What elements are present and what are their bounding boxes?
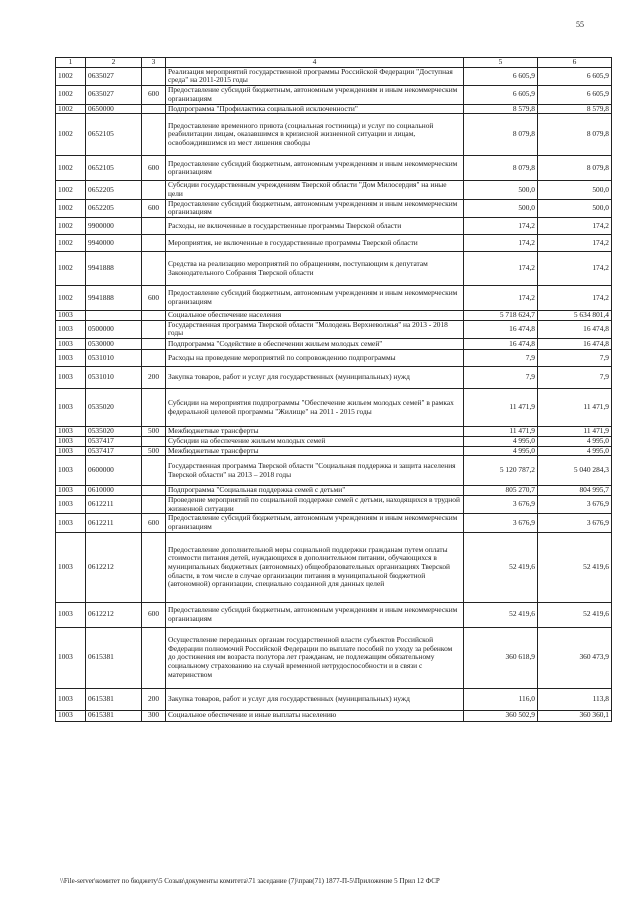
cell-c6: 174,2 bbox=[538, 218, 612, 235]
table-row bbox=[56, 602, 612, 627]
cell-c4: Подпрограмма "Содействие в обеспечении жильем молодых семей" bbox=[166, 339, 464, 350]
table-row bbox=[56, 495, 612, 513]
cell-c5: 4 995,0 bbox=[464, 436, 538, 446]
cell-c4: Предоставление временного приюта (социальная гостиница) и услуг по социальной реабилитации лицам, оказавшимся в кризисной жизненной ситуации и лицам, освобождившимся из мест лишения свободы bbox=[166, 114, 464, 156]
cell-c3: 500 bbox=[142, 427, 166, 437]
cell-c6: 174,2 bbox=[538, 252, 612, 286]
cell-c1: 1002 bbox=[56, 286, 86, 311]
cell-c5: 8 079,8 bbox=[464, 114, 538, 156]
table-row bbox=[56, 427, 612, 437]
cell-c2: 9941888 bbox=[86, 252, 142, 286]
table-row bbox=[56, 688, 612, 710]
cell-c2: 9941888 bbox=[86, 286, 142, 311]
cell-c3 bbox=[142, 181, 166, 199]
cell-c2: 0615381 bbox=[86, 627, 142, 688]
cell-c1: 1002 bbox=[56, 104, 86, 114]
cell-c2: 0612211 bbox=[86, 495, 142, 513]
table-row bbox=[56, 114, 612, 156]
cell-c6: 16 474,8 bbox=[538, 339, 612, 350]
cell-c5: 116,0 bbox=[464, 688, 538, 710]
cell-c4: Субсидии на обеспечение жильем молодых семей bbox=[166, 436, 464, 446]
cell-c1: 1002 bbox=[56, 252, 86, 286]
table-row bbox=[56, 446, 612, 456]
cell-c3 bbox=[142, 114, 166, 156]
cell-c6: 500,0 bbox=[538, 181, 612, 199]
cell-c4: Социальное обеспечение населения bbox=[166, 311, 464, 321]
cell-c5: 7,9 bbox=[464, 350, 538, 367]
cell-c4: Государственная программа Тверской области "Социальная поддержка и защита населения Тверской области" на 2013 – 2018 годы bbox=[166, 456, 464, 486]
cell-c5: 16 474,8 bbox=[464, 320, 538, 338]
cell-c2: 0652105 bbox=[86, 156, 142, 181]
cell-c2: 0652105 bbox=[86, 114, 142, 156]
table-row bbox=[56, 311, 612, 321]
table-row bbox=[56, 218, 612, 235]
table-row bbox=[56, 252, 612, 286]
cell-c2: 0635027 bbox=[86, 67, 142, 85]
table-row bbox=[56, 67, 612, 85]
cell-c6: 360 360,1 bbox=[538, 710, 612, 721]
cell-c3 bbox=[142, 320, 166, 338]
cell-c3: 600 bbox=[142, 199, 166, 217]
cell-c5: 174,2 bbox=[464, 252, 538, 286]
table-row bbox=[56, 350, 612, 367]
cell-c3 bbox=[142, 339, 166, 350]
cell-c4: Межбюджетные трансферты bbox=[166, 427, 464, 437]
cell-c6: 7,9 bbox=[538, 350, 612, 367]
cell-c3: 200 bbox=[142, 688, 166, 710]
cell-c5: 6 605,9 bbox=[464, 67, 538, 85]
table-row bbox=[56, 156, 612, 181]
cell-c5: 500,0 bbox=[464, 199, 538, 217]
cell-c1: 1003 bbox=[56, 427, 86, 437]
table-row bbox=[56, 367, 612, 389]
cell-c5: 8 079,8 bbox=[464, 156, 538, 181]
cell-c6: 6 605,9 bbox=[538, 86, 612, 104]
cell-c3: 300 bbox=[142, 710, 166, 721]
cell-c2: 0615381 bbox=[86, 688, 142, 710]
cell-c1: 1003 bbox=[56, 436, 86, 446]
table-row bbox=[56, 436, 612, 446]
cell-c4: Субсидии государственным учреждениям Тверской области "Дом Милосердия" на иные цели bbox=[166, 181, 464, 199]
file-path-footer: \\File-server\комитет по бюджету\5 Созыв\документы комитета\71 заседание (7)\прав(71) 1877-П-5\Приложение 5 Прил 12 ФСР bbox=[60, 877, 440, 885]
cell-c3: 600 bbox=[142, 602, 166, 627]
cell-c6: 174,2 bbox=[538, 286, 612, 311]
cell-c4: Осуществление переданных органам государственной власти субъектов Российской Федерации полномочий Российской Федерации по выплате пособий по уходу за ребенком до достижения им возраста полутора лет гражданам, не подлежащим обязательному социальному страхованию на случай временной нетрудоспособности и в связи с материнством bbox=[166, 627, 464, 688]
header-cell: 4 bbox=[166, 58, 464, 68]
cell-c5: 16 474,8 bbox=[464, 339, 538, 350]
cell-c1: 1002 bbox=[56, 181, 86, 199]
cell-c2: 0535020 bbox=[86, 389, 142, 427]
cell-c3: 600 bbox=[142, 286, 166, 311]
cell-c6: 7,9 bbox=[538, 367, 612, 389]
cell-c6: 11 471,9 bbox=[538, 427, 612, 437]
table-row bbox=[56, 514, 612, 532]
cell-c2: 0537417 bbox=[86, 446, 142, 456]
cell-c5: 805 270,7 bbox=[464, 486, 538, 496]
cell-c1: 1003 bbox=[56, 495, 86, 513]
cell-c4: Предоставление субсидий бюджетным, автономным учреждениям и иным некоммерческим организациям bbox=[166, 286, 464, 311]
cell-c1: 1002 bbox=[56, 199, 86, 217]
cell-c1: 1003 bbox=[56, 688, 86, 710]
cell-c3 bbox=[142, 104, 166, 114]
table-row bbox=[56, 339, 612, 350]
cell-c2 bbox=[86, 311, 142, 321]
cell-c4: Социальное обеспечение и иные выплаты населению bbox=[166, 710, 464, 721]
cell-c5: 7,9 bbox=[464, 367, 538, 389]
cell-c2: 0500000 bbox=[86, 320, 142, 338]
cell-c2: 9940000 bbox=[86, 235, 142, 252]
cell-c6: 360 473,9 bbox=[538, 627, 612, 688]
cell-c2: 0612212 bbox=[86, 602, 142, 627]
cell-c3 bbox=[142, 627, 166, 688]
table-row bbox=[56, 235, 612, 252]
header-cell: 5 bbox=[464, 58, 538, 68]
cell-c2: 0610000 bbox=[86, 486, 142, 496]
cell-c4: Субсидии на мероприятия подпрограммы "Обеспечение жильем молодых семей" в рамках федеральной целевой программы "Жилище" на 2011 - 2015 годы bbox=[166, 389, 464, 427]
cell-c6: 3 676,9 bbox=[538, 495, 612, 513]
cell-c1: 1003 bbox=[56, 446, 86, 456]
table-row bbox=[56, 86, 612, 104]
cell-c1: 1003 bbox=[56, 350, 86, 367]
cell-c1: 1003 bbox=[56, 367, 86, 389]
cell-c1: 1002 bbox=[56, 235, 86, 252]
table-row bbox=[56, 199, 612, 217]
cell-c4: Предоставление субсидий бюджетным, автономным учреждениям и иным некоммерческим организациям bbox=[166, 86, 464, 104]
cell-c2: 0535020 bbox=[86, 427, 142, 437]
cell-c3 bbox=[142, 456, 166, 486]
cell-c6: 11 471,9 bbox=[538, 389, 612, 427]
cell-c3: 600 bbox=[142, 514, 166, 532]
cell-c1: 1003 bbox=[56, 486, 86, 496]
table-row bbox=[56, 627, 612, 688]
table-row bbox=[56, 104, 612, 114]
cell-c6: 5 634 801,4 bbox=[538, 311, 612, 321]
cell-c5: 11 471,9 bbox=[464, 427, 538, 437]
cell-c6: 113,8 bbox=[538, 688, 612, 710]
cell-c4: Проведение мероприятий по социальной поддержке семей с детьми, находящихся в трудной жизненной ситуации bbox=[166, 495, 464, 513]
cell-c4: Расходы на проведение мероприятий по сопровождению подпрограммы bbox=[166, 350, 464, 367]
table-row bbox=[56, 181, 612, 199]
cell-c1: 1003 bbox=[56, 389, 86, 427]
cell-c6: 5 040 284,3 bbox=[538, 456, 612, 486]
cell-c6: 174,2 bbox=[538, 235, 612, 252]
cell-c6: 4 995,0 bbox=[538, 436, 612, 446]
cell-c4: Межбюджетные трансферты bbox=[166, 446, 464, 456]
cell-c6: 52 419,6 bbox=[538, 532, 612, 602]
cell-c1: 1002 bbox=[56, 114, 86, 156]
cell-c6: 4 995,0 bbox=[538, 446, 612, 456]
cell-c2: 0531010 bbox=[86, 350, 142, 367]
cell-c2: 0600000 bbox=[86, 456, 142, 486]
cell-c6: 8 579,8 bbox=[538, 104, 612, 114]
cell-c5: 174,2 bbox=[464, 235, 538, 252]
cell-c4: Предоставление субсидий бюджетным, автономным учреждениям и иным некоммерческим организациям bbox=[166, 514, 464, 532]
cell-c3: 600 bbox=[142, 86, 166, 104]
cell-c6: 804 995,7 bbox=[538, 486, 612, 496]
cell-c1: 1003 bbox=[56, 532, 86, 602]
cell-c4: Подпрограмма "Профилактика социальной исключенности" bbox=[166, 104, 464, 114]
cell-c2: 0612211 bbox=[86, 514, 142, 532]
cell-c4: Предоставление субсидий бюджетным, автономным учреждениям и иным некоммерческим организациям bbox=[166, 602, 464, 627]
header-cell: 1 bbox=[56, 58, 86, 68]
cell-c5: 5 120 787,2 bbox=[464, 456, 538, 486]
cell-c3: 500 bbox=[142, 446, 166, 456]
cell-c3 bbox=[142, 495, 166, 513]
cell-c3 bbox=[142, 218, 166, 235]
header-cell: 3 bbox=[142, 58, 166, 68]
cell-c5: 360 502,9 bbox=[464, 710, 538, 721]
cell-c1: 1002 bbox=[56, 86, 86, 104]
cell-c2: 0531010 bbox=[86, 367, 142, 389]
cell-c4: Мероприятия, не включенные в государственные программы Тверской области bbox=[166, 235, 464, 252]
table-row bbox=[56, 456, 612, 486]
cell-c6: 6 605,9 bbox=[538, 67, 612, 85]
cell-c3 bbox=[142, 532, 166, 602]
cell-c3 bbox=[142, 436, 166, 446]
cell-c6: 52 419,6 bbox=[538, 602, 612, 627]
cell-c5: 360 618,9 bbox=[464, 627, 538, 688]
cell-c3 bbox=[142, 252, 166, 286]
header-cell: 6 bbox=[538, 58, 612, 68]
cell-c6: 3 676,9 bbox=[538, 514, 612, 532]
cell-c4: Реализация мероприятий государственной программы Российской Федерации "Доступная среда" на 2011-2015 годы bbox=[166, 67, 464, 85]
cell-c1: 1003 bbox=[56, 602, 86, 627]
cell-c1: 1003 bbox=[56, 456, 86, 486]
cell-c6: 16 474,8 bbox=[538, 320, 612, 338]
table-header-row bbox=[56, 58, 612, 68]
cell-c3 bbox=[142, 235, 166, 252]
cell-c1: 1003 bbox=[56, 339, 86, 350]
cell-c5: 52 419,6 bbox=[464, 602, 538, 627]
table-row bbox=[56, 710, 612, 721]
cell-c5: 4 995,0 bbox=[464, 446, 538, 456]
cell-c1: 1003 bbox=[56, 311, 86, 321]
cell-c5: 11 471,9 bbox=[464, 389, 538, 427]
cell-c4: Закупка товаров, работ и услуг для государственных (муниципальных) нужд bbox=[166, 367, 464, 389]
cell-c4: Расходы, не включенные в государственные программы Тверской области bbox=[166, 218, 464, 235]
cell-c4: Подпрограмма "Социальная поддержка семей с детьми" bbox=[166, 486, 464, 496]
cell-c2: 0615381 bbox=[86, 710, 142, 721]
cell-c6: 8 079,8 bbox=[538, 156, 612, 181]
cell-c1: 1003 bbox=[56, 320, 86, 338]
cell-c4: Предоставление субсидий бюджетным, автономным учреждениям и иным некоммерческим организациям bbox=[166, 199, 464, 217]
table-row bbox=[56, 389, 612, 427]
cell-c5: 500,0 bbox=[464, 181, 538, 199]
cell-c5: 174,2 bbox=[464, 286, 538, 311]
cell-c1: 1003 bbox=[56, 514, 86, 532]
cell-c5: 52 419,6 bbox=[464, 532, 538, 602]
cell-c3 bbox=[142, 311, 166, 321]
cell-c4: Средства на реализацию мероприятий по обращениям, поступающим к депутатам Законодательного Собрания Тверской области bbox=[166, 252, 464, 286]
cell-c2: 0537417 bbox=[86, 436, 142, 446]
cell-c5: 3 676,9 bbox=[464, 514, 538, 532]
cell-c1: 1003 bbox=[56, 627, 86, 688]
cell-c5: 8 579,8 bbox=[464, 104, 538, 114]
cell-c2: 0530000 bbox=[86, 339, 142, 350]
cell-c3: 600 bbox=[142, 156, 166, 181]
table-row bbox=[56, 532, 612, 602]
cell-c6: 8 079,8 bbox=[538, 114, 612, 156]
table-row bbox=[56, 286, 612, 311]
cell-c4: Закупка товаров, работ и услуг для государственных (муниципальных) нужд bbox=[166, 688, 464, 710]
cell-c1: 1003 bbox=[56, 710, 86, 721]
cell-c3: 200 bbox=[142, 367, 166, 389]
cell-c1: 1002 bbox=[56, 156, 86, 181]
cell-c4: Государственная программа Тверской области "Молодежь Верхневолжья" на 2013 - 2018 годы bbox=[166, 320, 464, 338]
cell-c6: 500,0 bbox=[538, 199, 612, 217]
cell-c2: 0612212 bbox=[86, 532, 142, 602]
cell-c4: Предоставление субсидий бюджетным, автономным учреждениям и иным некоммерческим организациям bbox=[166, 156, 464, 181]
budget-table bbox=[55, 57, 612, 722]
cell-c3 bbox=[142, 486, 166, 496]
cell-c2: 0635027 bbox=[86, 86, 142, 104]
cell-c2: 0652205 bbox=[86, 199, 142, 217]
page-number: 55 bbox=[576, 20, 584, 29]
cell-c2: 0652205 bbox=[86, 181, 142, 199]
cell-c3 bbox=[142, 389, 166, 427]
header-cell: 2 bbox=[86, 58, 142, 68]
cell-c2: 9900000 bbox=[86, 218, 142, 235]
cell-c3 bbox=[142, 67, 166, 85]
table-row bbox=[56, 320, 612, 338]
cell-c1: 1002 bbox=[56, 67, 86, 85]
cell-c3 bbox=[142, 350, 166, 367]
cell-c5: 3 676,9 bbox=[464, 495, 538, 513]
cell-c1: 1002 bbox=[56, 218, 86, 235]
table-row bbox=[56, 486, 612, 496]
cell-c5: 6 605,9 bbox=[464, 86, 538, 104]
cell-c2: 0650000 bbox=[86, 104, 142, 114]
cell-c5: 5 718 624,7 bbox=[464, 311, 538, 321]
cell-c4: Предоставление дополнительной меры социальной поддержки гражданам путем оплаты стоимости питания детей, нуждающихся в дополнительном питании, обучающихся в муниципальных бюджетных (автономных) общеобразовательных организациях Тверской области, в том числе в случае организации питания в муниципальной бюджетной (автономной) организации, специально созданной для данных целей bbox=[166, 532, 464, 602]
cell-c5: 174,2 bbox=[464, 218, 538, 235]
